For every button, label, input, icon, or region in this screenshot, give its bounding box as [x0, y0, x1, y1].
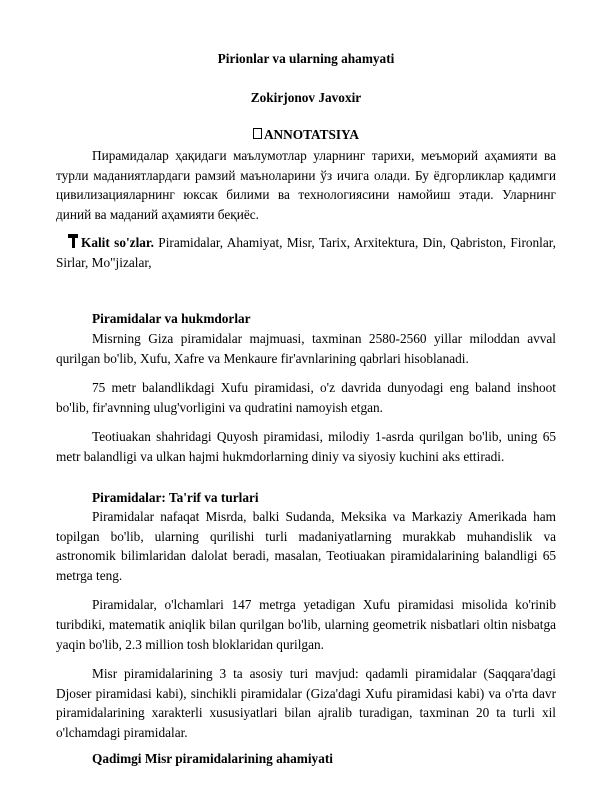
- keywords-paragraph: [56, 233, 556, 272]
- section-heading-significance: Qadimgi Misr piramidalarining ahamiyati: [92, 751, 333, 766]
- paper-title: Pirionlar va ularning ahamyati: [217, 51, 395, 66]
- section-rulers-body: [56, 329, 556, 467]
- paragraph: Misrning Giza piramidalar majmuasi, taxminan 2580-2560 yillar miloddan avval qurilgan bo'lib, Xufu, Xafre va Menkaure fir'avnlarining qabrlari hisoblanadi.: [56, 331, 556, 366]
- author-name: Zokirjonov Javoxir: [250, 90, 362, 105]
- paragraph: 75 metr balandlikdagi Xufu piramidasi, o'z davrida dunyodagi eng baland inshoot bo'lib, fir'avnning ulug'vorligini va qudratini namoyish etgan.: [56, 380, 556, 415]
- annotation-heading-text: ANNOTATSIYA: [263, 127, 360, 142]
- paragraph: Piramidalar, o'lchamlari 147 metrga yetadigan Xufu piramidasi misolida ko'rinib turibdiki, matematik aniqlik bilan qurilgan bo'lib, ularning geometrik nisbatlari oltin nisbatga yaqin bo'lib, 2.3 million tosh bloklaridan qurilgan.: [56, 597, 556, 652]
- paragraph: Teotiuakan shahridagi Quyosh piramidasi, milodiy 1-asrda qurilgan bo'lib, uning 65 metr balandligi va ulkan hajmi hukmdorlarning diniy va siyosiy kuchini aks ettiradi.: [56, 429, 556, 464]
- keywords-label: Kalit so'zlar.: [81, 235, 154, 250]
- keywords-list: Piramidalar, Ahamiyat, Misr, Tarix, Arxitektura, Din, Qabriston, Fironlar, Sirlar, Mo"jizalar,: [56, 235, 557, 270]
- keywords-block: [56, 233, 556, 272]
- section-types-body: [56, 507, 556, 743]
- annotation-heading: [56, 127, 556, 143]
- annotation-block: [56, 146, 556, 224]
- section-heading-rulers: Piramidalar va hukmdorlar: [92, 311, 251, 326]
- annotation-paragraph: Пирамидалар ҳақидаги маълумотлар уларнинг тарихи, меъморий аҳамияти ва турли маданиятлардаги рамзий маъноларини ўз ичига олади. Бу ёдгорликлар қадимги цивилизацияларнинг юксак билими ва технологиясини намойиш этади. Уларнинг диний ва маданий аҳамияти беқиёс.: [56, 148, 556, 222]
- section-heading-types: Piramidalar: Ta'rif va turlari: [92, 490, 259, 505]
- pin-icon: [68, 234, 78, 248]
- paragraph: Piramidalar nafaqat Misrda, balki Sudanda, Meksika va Markaziy Amerikada ham topilgan bo'lib, ularning qurilishi turli madaniyatlarning murakkab muhandislik va astronomik bilimlaridan dalolat beradi, masalan, Teotiuakan piramidalarining balandligi 65 metrga teng.: [56, 509, 556, 583]
- paragraph: Misr piramidalarining 3 ta asosiy turi mavjud: qadamli piramidalar (Saqqara'dagi Djoser piramidasi kabi), sinchikli piramidalar (Giza'dagi Xufu piramidasi kabi) va o'rta davr piramidalarining xarakterli xususiyatlari bilan ajralib turadigan, taxminan 20 ta turli xil o'lchamdagi piramidalar.: [56, 666, 556, 740]
- missing-glyph-box-icon: [253, 128, 262, 139]
